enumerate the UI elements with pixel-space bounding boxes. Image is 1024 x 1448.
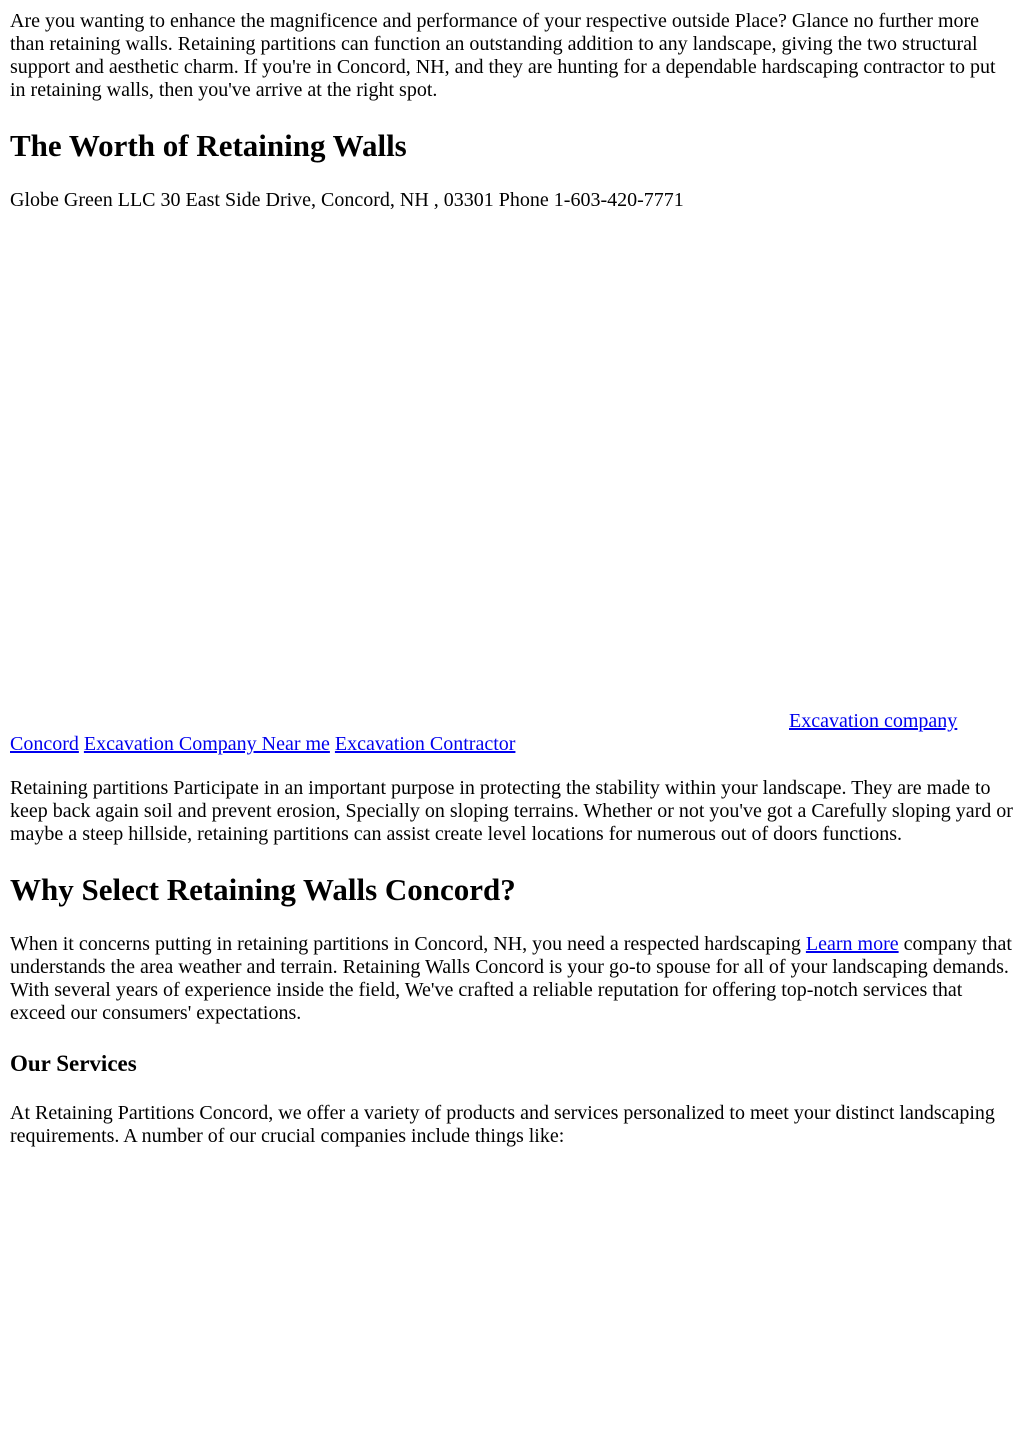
heading-our-services: Our Services: [10, 1051, 137, 1076]
learn-more-link[interactable]: Learn more: [805, 933, 899, 955]
stability-paragraph: Retaining partitions Participate in an important purpose in protecting the stability within your landscape. They are made to keep back again soil and prevent erosion, Specially on sloping terrains. Whether or not you've got a Carefully sloping yard or maybe a steep hillside, retaining partitions can assist create level locations for numerous out of doors functions.: [10, 777, 1013, 845]
heading-why-select: Why Select Retaining Walls Concord?: [10, 872, 516, 907]
company-address: Globe Green LLC 30 East Side Drive, Concord, NH , 03301 Phone 1-603-420-7771: [10, 189, 684, 211]
concord-link[interactable]: Concord: [10, 733, 79, 755]
why-select-text-before: When it concerns putting in retaining partitions in Concord, NH, you need a respected hardscaping: [10, 933, 806, 955]
why-select-text-after: company that understands the area weather and terrain. Retaining Walls Concord is your go-to spouse for all of your landscaping demands. With several years of experience inside the field, We've crafted a reliable reputation for offering top-notch services that exceed our consumers' expectations.: [10, 933, 1012, 1024]
link-row-bottom: [10, 733, 515, 756]
intro-paragraph: Are you wanting to enhance the magnificence and performance of your respective outside Place? Glance no further more than retaining walls. Retaining partitions can function an outstanding addition to any landscape, giving the two structural support and aesthetic charm. If you're in Concord, NH, and they are hunting for a dependable hardscaping contractor to put in retaining walls, then you've arrive at the right spot.: [10, 10, 996, 101]
why-select-paragraph: [10, 933, 1014, 1025]
services-paragraph: At Retaining Partitions Concord, we offer a variety of products and services personalized to meet your distinct landscaping requirements. A number of our crucial companies include things like:: [10, 1102, 995, 1147]
excavation-company-near-me-link[interactable]: Excavation Company Near me: [83, 733, 330, 755]
excavation-contractor-link[interactable]: Excavation Contractor: [334, 733, 516, 755]
link-row-top: [789, 710, 957, 733]
heading-worth-of-retaining-walls: The Worth of Retaining Walls: [10, 128, 407, 163]
excavation-company-link[interactable]: Excavation company: [789, 710, 958, 732]
